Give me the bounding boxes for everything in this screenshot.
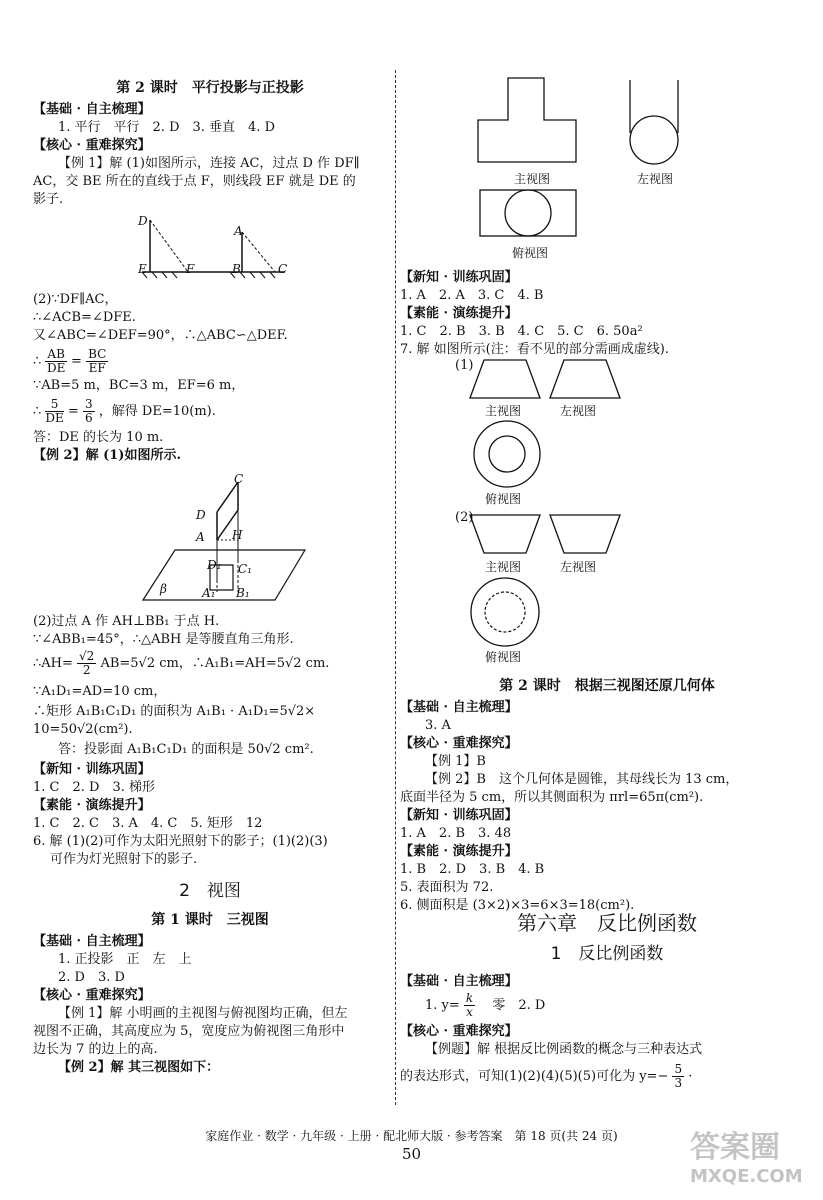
text: · (688, 1069, 693, 1084)
text-line: 边长为 7 的边上的高. (33, 1042, 158, 1057)
answer-line: 1. 正投影 正 左 上 (58, 952, 192, 967)
text-line: 影子. (33, 192, 64, 207)
text-line: 可作为灯光照射下的影子. (50, 852, 198, 867)
view-caption: 俯视图 (512, 246, 549, 260)
denominator: 3 (674, 1076, 683, 1090)
denominator: x (466, 1005, 473, 1019)
point-label: A (196, 530, 205, 544)
shadow-figure-1 (130, 215, 300, 295)
text-line: 【例 1】解 (1)如图所示，连接 AC，过点 D 作 DF∥ (58, 156, 360, 171)
answer-line: 3. A (425, 718, 451, 733)
fraction (83, 398, 95, 425)
text: AB=5√2 cm，∴A₁B₁=AH=5√2 cm. (100, 656, 330, 671)
lesson-title: 第 2 课时 平行投影与正投影 (116, 80, 304, 96)
fraction (672, 1063, 684, 1090)
plane-label: β (160, 582, 167, 596)
text-line: ∵∠ABB₁=45°，∴△ABH 是等腰直角三角形. (33, 632, 294, 647)
section-heading: 【基础 · 自主梳理】 (400, 974, 518, 989)
numerator: AB (47, 347, 65, 361)
section-heading: 【基础 · 自主梳理】 (400, 700, 518, 715)
text-line: 5. 表面积为 72. (400, 880, 494, 895)
text-line: 答：投影面 A₁B₁C₁D₁ 的面积是 50√2 cm². (58, 742, 314, 757)
proportion-line (33, 398, 216, 426)
fraction (77, 650, 96, 677)
text-line: 视图不正确，其高度应为 5，宽度应为俯视图三角形中 (33, 1024, 345, 1039)
numerator: 5 (674, 1062, 683, 1076)
formula-line (33, 650, 329, 678)
text-line: 又∠ABC=∠DEF=90°，∴△ABC∽△DEF. (33, 328, 288, 343)
chapter-title: 第六章 反比例函数 (517, 911, 697, 935)
text-line: 7. 解 如图所示(注：看不见的部分需画成虚线). (400, 342, 669, 357)
point-label: D₁ (207, 558, 222, 572)
page-footer: 家庭作业 · 数学 · 九年级 · 上册 · 配北师大版 · 参考答案 第 18 页(共 24 页) (205, 1129, 618, 1143)
page-number: 50 (401, 1145, 422, 1163)
answer-line: 1. C 2. B 3. B 4. C 5. C 6. 50a² (400, 324, 643, 339)
section-heading: 【素能 · 演练提升】 (33, 798, 151, 813)
section-heading: 【基础 · 自主梳理】 (33, 102, 151, 117)
view-caption: 俯视图 (485, 650, 522, 664)
point-label: D (138, 214, 148, 228)
part-label: (1) (455, 358, 474, 373)
lesson-title: 第 1 课时 三视图 (151, 912, 269, 928)
answer-line (425, 992, 545, 1020)
text: ，解得 DE=10(m). (98, 404, 216, 419)
section-heading: 【核心 · 重难探究】 (33, 988, 151, 1003)
numerator: 5 (45, 398, 63, 412)
text: ∴ (33, 404, 42, 419)
point-label: C₁ (238, 562, 252, 576)
text-line: AC，交 BE 所在的直线于点 F，则线段 EF 就是 DE 的 (33, 174, 356, 189)
point-label: A (234, 224, 243, 238)
view-caption: 左视图 (637, 172, 674, 186)
numerator: √2 (79, 649, 95, 663)
view-caption: 左视图 (560, 560, 597, 574)
text-line: 【例 2】B 这个几何体是圆锥，其母线长为 13 cm， (425, 772, 739, 787)
answer-line: 1. 平行 平行 2. D 3. 垂直 4. D (58, 120, 275, 135)
text-line: 10=50√2(cm²). (33, 722, 133, 737)
view-caption: 主视图 (485, 560, 522, 574)
fraction (464, 992, 475, 1019)
answer-line: 1. C 2. C 3. A 4. C 5. 矩形 12 (33, 816, 263, 831)
view-caption: 主视图 (514, 172, 551, 186)
proportion-line (33, 348, 108, 376)
denominator: 2 (82, 663, 91, 677)
answer-line: 2. D 3. D (58, 970, 125, 985)
text-line: 答：DE 的长为 10 m. (33, 430, 164, 445)
section-title: 2 视图 (179, 881, 241, 901)
equals: = (67, 404, 79, 419)
point-label: B (232, 262, 241, 276)
equals: = (71, 354, 82, 369)
part-label: (2) (455, 510, 474, 525)
text-line: 6. 解 (1)(2)可作为太阳光照射下的影子；(1)(2)(3) (33, 834, 328, 849)
text-line: (2)过点 A 作 AH⊥BB₁ 于点 H. (33, 614, 220, 629)
point-label: H (232, 528, 243, 542)
trapezoid-views-1 (470, 360, 670, 405)
view-caption: 主视图 (485, 404, 522, 418)
ring-top-view-2 (470, 578, 540, 648)
point-label: D (196, 508, 206, 522)
text-line: 底面半径为 5 cm，所以其侧面积为 πrl=65π(cm²). (400, 790, 704, 805)
section-heading: 【基础 · 自主梳理】 (33, 934, 151, 949)
point-label: A₁ (202, 586, 216, 600)
answer-line: 1. B 2. D 3. B 4. B (400, 862, 545, 877)
text-line: 【例 1】解 小明画的主视图与俯视图均正确，但左 (58, 1006, 348, 1021)
fraction (45, 398, 63, 425)
text-line: ∵AB=5 m，BC=3 m，EF=6 m， (33, 378, 245, 393)
column-divider (395, 70, 396, 1105)
point-label: E (138, 262, 147, 276)
section-heading: 【核心 · 重难探究】 (400, 736, 518, 751)
text-line: 【例题】解 根据反比例函数的概念与三种表达式 (425, 1042, 703, 1057)
denominator: 6 (85, 411, 93, 425)
text: 1. y= (425, 998, 460, 1013)
text-line (400, 1062, 692, 1092)
section-heading: 【新知 · 训练巩固】 (400, 270, 518, 285)
watermark-logo (690, 1130, 820, 1196)
text: 零 2. D (479, 998, 546, 1013)
watermark-url: MXQE.COM (690, 1166, 803, 1187)
text: ∴AH= (33, 656, 73, 671)
denominator: EF (88, 361, 106, 375)
section-heading: 【核心 · 重难探究】 (400, 1024, 518, 1039)
point-label: C (278, 262, 288, 276)
text-line: ∴矩形 A₁B₁C₁D₁ 的面积为 A₁B₁ · A₁D₁=5√2× (33, 704, 316, 719)
section-heading: 【核心 · 重难探究】 (33, 138, 151, 153)
section-title: 1 反比例函数 (550, 944, 664, 964)
section-heading: 【新知 · 训练巩固】 (400, 808, 518, 823)
denominator: DE (46, 361, 66, 375)
section-heading: 【素能 · 演练提升】 (400, 306, 518, 321)
text-line: ∵A₁D₁=AD=10 cm， (33, 684, 167, 699)
point-label: B₁ (236, 586, 250, 600)
answer-line: 1. C 2. D 3. 梯形 (33, 780, 155, 795)
text-line: ∴∠ACB=∠DFE. (33, 310, 136, 325)
ring-top-view-1 (473, 420, 543, 490)
text-line: 6. 侧面积是 (3×2)×3=6×3=18(cm²). (400, 898, 635, 913)
fraction (86, 348, 108, 375)
section-heading: 【新知 · 训练巩固】 (33, 762, 151, 777)
numerator: 3 (85, 397, 93, 411)
numerator: k (465, 991, 474, 1005)
example-heading: 【例 2】解 (1)如图所示. (33, 448, 181, 463)
trapezoid-views-2 (470, 515, 670, 560)
answer-line: 1. A 2. B 3. 48 (400, 826, 512, 841)
answer-line: 【例 1】B (425, 754, 486, 769)
example-heading: 【例 2】解 其三视图如下： (58, 1060, 220, 1075)
text: 的表达形式，可知(1)(2)(4)(5)(5)可化为 y=− (400, 1069, 669, 1084)
point-label: F (186, 262, 195, 276)
section-heading: 【素能 · 演练提升】 (400, 844, 518, 859)
view-caption: 俯视图 (485, 492, 522, 506)
numerator: BC (88, 347, 107, 361)
watermark-text: 答案圈 (690, 1130, 780, 1165)
lesson-title: 第 2 课时 根据三视图还原几何体 (499, 678, 715, 694)
fraction (45, 348, 66, 375)
text-line: (2)∵DF∥AC， (33, 292, 118, 307)
answer-line: 1. A 2. A 3. C 4. B (400, 288, 544, 303)
view-caption: 左视图 (560, 404, 597, 418)
denominator: DE (45, 411, 64, 425)
text: ∴ (33, 354, 42, 369)
point-label: C (234, 472, 244, 486)
